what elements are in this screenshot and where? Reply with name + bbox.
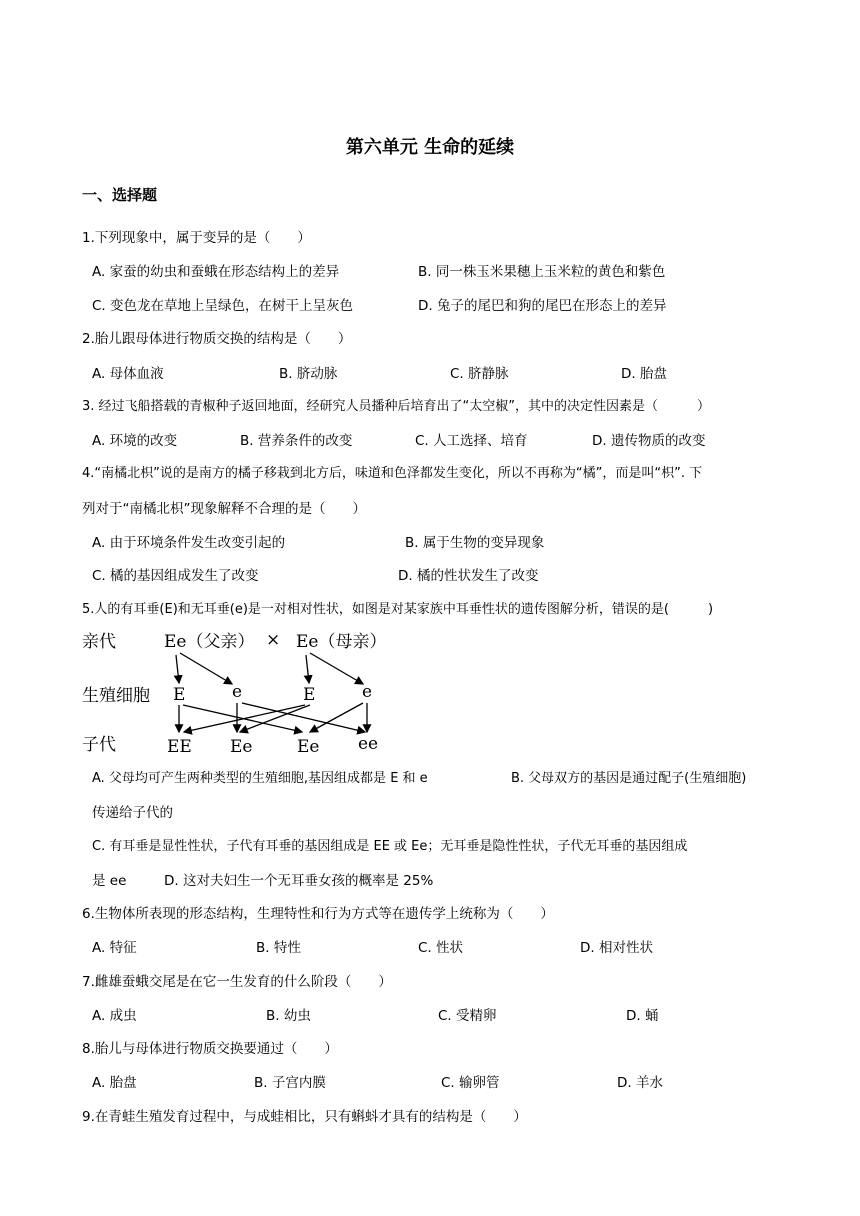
question-4-stem-line-2: 列对于“南橘北枳”现象解释不合理的是（ ） [82, 501, 366, 517]
question-8-option-b: B. 子宫内膜 [254, 1075, 326, 1091]
question-6-option-b: B. 特性 [256, 940, 301, 956]
gamete-mother-E: E [303, 685, 316, 705]
question-2-option-d: D. 胎盘 [621, 366, 667, 382]
question-5-stem: 5.人的有耳垂(E)和无耳垂(e)是一对相对性状，如图是对某家族中耳垂性状的遗传图解分析，错误的是( ) [82, 602, 714, 617]
question-7-option-a: A. 成虫 [92, 1008, 137, 1024]
gamete-father-e: e [232, 682, 243, 702]
offspring-Ee-2: Ee [297, 737, 320, 755]
question-4-option-a: A. 由于环境条件发生改变引起的 [92, 535, 286, 551]
section-heading: 一、选择题 [82, 186, 158, 204]
gamete-father-E: E [173, 685, 186, 705]
question-5-option-b: B. 父母双方的基因是通过配子(生殖细胞) [511, 771, 747, 786]
offspring-ee: ee [358, 734, 379, 754]
question-2-stem: 2.胎儿跟母体进行物质交换的结构是（ ） [82, 331, 352, 347]
question-5-option-d: D. 这对夫妇生一个无耳垂女孩的概率是 25% [164, 873, 434, 889]
question-5-option-a: A. 父母均可产生两种类型的生殖细胞,基因组成都是 E 和 e [92, 771, 428, 786]
question-3-stem: 3. 经过飞船搭载的青椒种子返回地面，经研究人员播种后培育出了“太空椒”，其中的决定性因素是（ ） [82, 399, 711, 414]
question-3-option-d: D. 遗传物质的改变 [592, 433, 706, 449]
question-4-option-d: D. 橘的性状发生了改变 [398, 568, 539, 584]
offspring-EE: EE [167, 737, 192, 755]
question-2-option-c: C. 脐静脉 [450, 366, 509, 382]
question-3-option-a: A. 环境的改变 [92, 433, 178, 449]
offspring-Ee-1: Ee [230, 737, 253, 755]
question-6-option-c: C. 性状 [418, 940, 464, 956]
mother-genotype: Ee（母亲） [296, 632, 387, 652]
label-gametes: 生殖细胞 [82, 686, 150, 706]
question-1-option-b: B. 同一株玉米果穗上玉米粒的黄色和紫色 [418, 264, 666, 280]
question-7-option-b: B. 幼虫 [266, 1008, 311, 1024]
father-genotype: Ee（父亲） [164, 632, 255, 652]
diagram-arrows [176, 653, 367, 732]
question-2-option-a: A. 母体血液 [92, 366, 164, 382]
question-1-option-c: C. 变色龙在草地上呈绿色，在树干上呈灰色 [92, 298, 354, 314]
question-8-option-a: A. 胎盘 [92, 1075, 137, 1091]
question-4-stem-line-1: 4.“南橘北枳”说的是南方的橘子移栽到北方后，味道和色泽都发生变化，所以不再称为“橘”，而是叫“枳”. 下 [82, 466, 703, 481]
question-9-stem: 9.在青蛙生殖发育过程中，与成蛙相比，只有蝌蚪才具有的结构是（ ） [82, 1109, 527, 1125]
question-4-option-b: B. 属于生物的变异现象 [405, 535, 545, 551]
gamete-mother-e: e [362, 682, 373, 702]
inheritance-diagram [80, 625, 400, 755]
cross-symbol: × [266, 630, 281, 650]
question-3-option-b: B. 营养条件的改变 [240, 433, 353, 449]
question-8-stem: 8.胎儿与母体进行物质交换要通过（ ） [82, 1041, 338, 1057]
question-5-option-c-cont: 是 ee [92, 873, 127, 889]
label-offspring: 子代 [82, 735, 116, 755]
page-title: 第六单元 生命的延续 [345, 137, 515, 158]
question-7-option-c: C. 受精卵 [438, 1008, 497, 1024]
question-2-option-b: B. 脐动脉 [279, 366, 338, 382]
question-7-stem: 7.雌雄蚕蛾交尾是在它一生发育的什么阶段（ ） [82, 974, 392, 990]
question-7-option-d: D. 蛹 [626, 1008, 659, 1024]
question-1-option-a: A. 家蚕的幼虫和蚕蛾在形态结构上的差异 [92, 264, 340, 280]
question-5-option-c: C. 有耳垂是显性性状，子代有耳垂的基因组成是 EE 或 Ee；无耳垂是隐性性状，子代无耳垂的基因组成 [92, 839, 688, 854]
question-6-option-a: A. 特征 [92, 940, 137, 956]
question-3-option-c: C. 人工选择、培育 [415, 433, 528, 449]
question-8-option-d: D. 羊水 [617, 1075, 663, 1091]
question-6-option-d: D. 相对性状 [580, 940, 653, 956]
question-1-option-d: D. 兔子的尾巴和狗的尾巴在形态上的差异 [418, 298, 667, 314]
question-6-stem: 6.生物体所表现的形态结构，生理特性和行为方式等在遗传学上统称为（ ） [82, 906, 554, 922]
question-8-option-c: C. 输卵管 [441, 1075, 500, 1091]
question-1-stem: 1.下列现象中，属于变异的是（ ） [82, 230, 311, 246]
question-5-option-b-cont: 传递给子代的 [92, 805, 173, 821]
question-4-option-c: C. 橘的基因组成发生了改变 [92, 568, 259, 584]
label-parents: 亲代 [82, 632, 116, 652]
